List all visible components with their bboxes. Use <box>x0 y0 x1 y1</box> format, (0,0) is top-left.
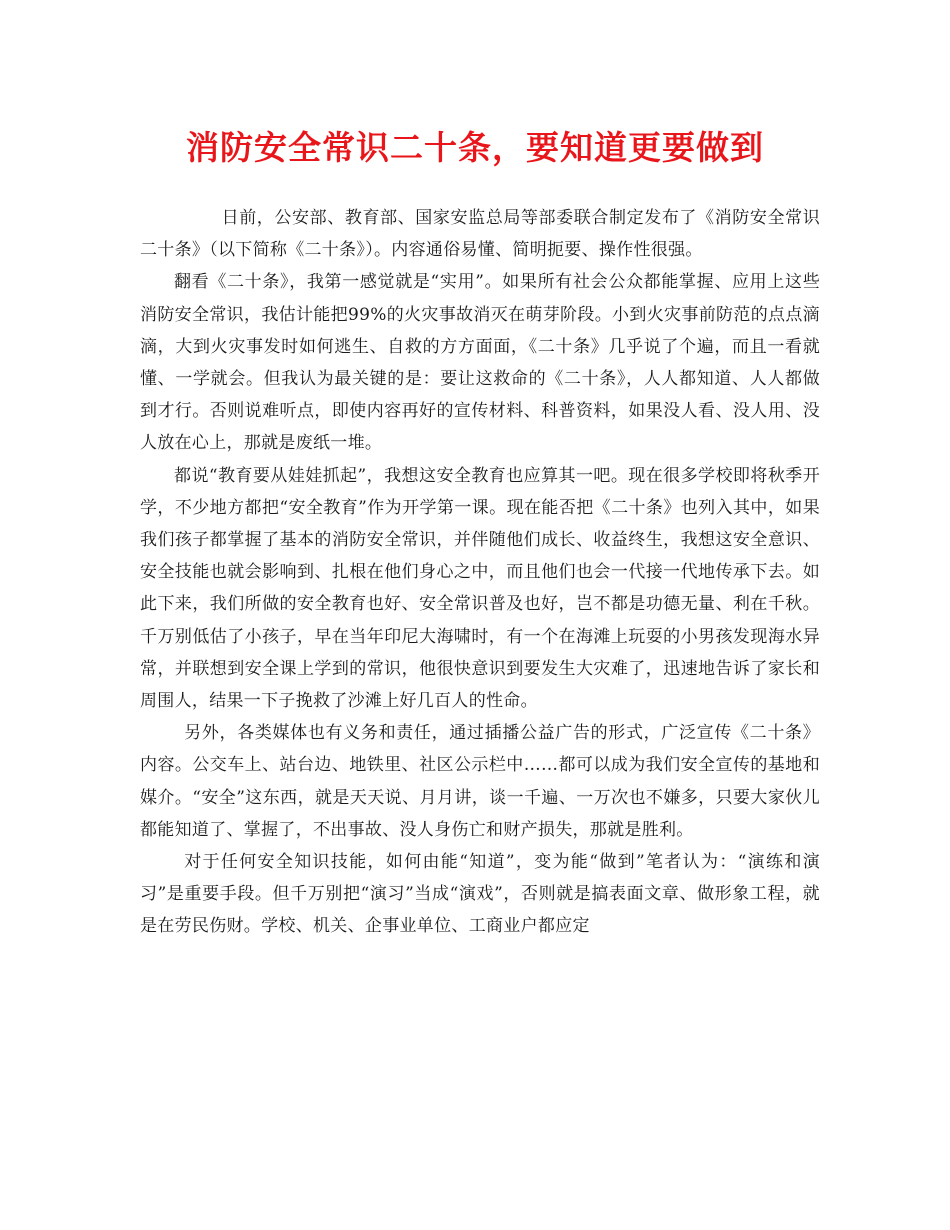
paragraph-2: 翻看《二十条》，我第一感觉就是“实用”。如果所有社会公众都能掌握、应用上这些消防安全常识，我估计能把99%的火灾事故消灭在萌芽阶段。小到火灾事前防范的点点滴滴，大到火灾事发时如何逃生、自救的方方面面，《二十条》几乎说了个遍，而且一看就懂、一学就会。但我认为最关键的是：要让这救命的《二十条》，人人都知道、人人都做到才行。否则说难听点，即使内容再好的宣传材料、科普资料，如果没人看、没人用、没人放在心上，那就是废纸一堆。 <box>140 272 820 454</box>
paragraph-1: 日前，公安部、教育部、国家安监总局等部委联合制定发布了《消防安全常识二十条》（以下简称《二十条》）。内容通俗易懂、简明扼要、操作性很强。 <box>140 208 820 261</box>
paragraph-4: 另外，各类媒体也有义务和责任，通过插播公益广告的形式，广泛宣传《二十条》内容。公交车上、站台边、地铁里、社区公示栏中……都可以成为我们安全宣传的基地和媒介。“安全”这东西，就是天天说、月月讲，谈一千遍、一万次也不嫌多，只要大家伙儿都能知道了、掌握了，不出事故、没人身伤亡和财产损失，那就是胜利。 <box>140 723 820 840</box>
paragraph-3: 都说“教育要从娃娃抓起”，我想这安全教育也应算其一吧。现在很多学校即将秋季开学，不少地方都把“安全教育”作为开学第一课。现在能否把《二十条》也列入其中，如果我们孩子都掌握了基本的消防安全常识，并伴随他们成长、收益终生，我想这安全意识、安全技能也就会影响到、扎根在他们身心之中，而且他们也会一代接一代地传承下去。如此下来，我们所做的安全教育也好、安全常识普及也好，岂不都是功德无量、利在千秋。千万别低估了小孩子，早在当年印尼大海啸时，有一个在海滩上玩耍的小男孩发现海水异常，并联想到安全课上学到的常识，他很快意识到要发生大灾难了，迅速地告诉了家长和周围人，结果一下子挽救了沙滩上好几百人的性命。 <box>140 465 820 712</box>
paragraph-5: 对于任何安全知识技能，如何由能“知道”，变为能“做到”笔者认为：“演练和演习”是重要手段。但千万别把“演习”当成“演戏”，否则就是搞表面文章、做形象工程，就是在劳民伤财。学校、机关、企事业单位、工商业户都应定 <box>140 852 820 937</box>
document-title: 消防安全常识二十条，要知道更要做到 <box>186 128 764 167</box>
document-body <box>140 202 820 943</box>
